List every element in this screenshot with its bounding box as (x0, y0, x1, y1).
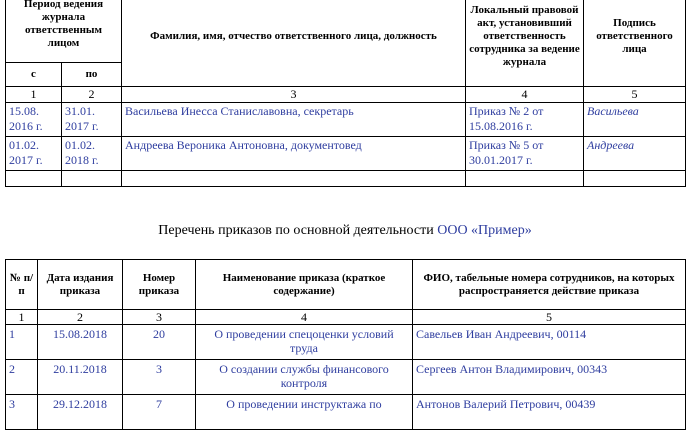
person-cell: Андреева Вероника Антоновна, документовед (122, 137, 466, 171)
period-to-header: по (62, 63, 122, 87)
employees-cell: Савельев Иван Андреевич, 00114 (413, 325, 686, 360)
row-number-cell: 3 (6, 395, 38, 430)
legal-act-header: Локальный правовой акт, установивший ответственность сотрудника за ведение журнала (466, 0, 584, 87)
col-number: 1 (6, 310, 38, 325)
order-date-header: Дата издания приказа (38, 260, 123, 310)
col-number: 1 (6, 87, 62, 103)
organization-name: ООО «Пример» (437, 223, 532, 238)
legal-act-cell: Приказ № 5 от 30.01.2017 г. (466, 137, 584, 171)
employees-cell: Антонов Валерий Петрович, 00439 (413, 395, 686, 430)
employees-cell: Сергеев Антон Владимирович, 00343 (413, 360, 686, 395)
col-number: 3 (123, 310, 196, 325)
order-date-cell: 29.12.2018 (38, 395, 123, 430)
col-number: 5 (413, 310, 686, 325)
signature-cell: Васильева (584, 103, 686, 137)
table-row (6, 325, 686, 360)
table-row (6, 360, 686, 395)
col-number: 3 (122, 87, 466, 103)
row-number-cell: 1 (6, 325, 38, 360)
row-number-cell: 2 (6, 360, 38, 395)
order-date-cell: 20.11.2018 (38, 360, 123, 395)
journal-responsibility-table (5, 0, 686, 187)
col-number: 4 (196, 310, 413, 325)
order-number-cell: 7 (123, 395, 196, 430)
order-number-cell: 3 (123, 360, 196, 395)
period-from-cell: 15.08. 2016 г. (6, 103, 62, 137)
row-number-header: № п/п (6, 260, 38, 310)
order-number-header: Номер приказа (123, 260, 196, 310)
period-to-cell: 01.02. 2018 г. (62, 137, 122, 171)
orders-list-caption (0, 222, 690, 240)
col-number: 5 (584, 87, 686, 103)
period-from-header: с (6, 63, 62, 87)
table-row (6, 103, 686, 137)
period-header: Период ведения журнала ответственным лицом (6, 0, 122, 63)
employees-header: ФИО, табельные номера сотрудников, на которых распространяется действие приказа (413, 260, 686, 310)
order-date-cell: 15.08.2018 (38, 325, 123, 360)
order-name-header: Наименование приказа (краткое содержание) (196, 260, 413, 310)
column-numbers-row (6, 310, 686, 325)
legal-act-cell: Приказ № 2 от 15.08.2016 г. (466, 103, 584, 137)
period-to-cell: 31.01. 2017 г. (62, 103, 122, 137)
empty-row (6, 171, 686, 187)
order-name-cell: О проведении инструктажа по (196, 395, 413, 430)
person-cell: Васильева Инесса Станиславовна, секретарь (122, 103, 466, 137)
period-from-cell: 01.02. 2017 г. (6, 137, 62, 171)
column-numbers-row (6, 87, 686, 103)
signature-cell: Андреева (584, 137, 686, 171)
col-number: 4 (466, 87, 584, 103)
orders-table (5, 259, 686, 430)
order-name-cell: О создании службы финансового контроля (196, 360, 413, 395)
col-number: 2 (38, 310, 123, 325)
col-number: 2 (62, 87, 122, 103)
person-header: Фамилия, имя, отчество ответственного лица, должность (122, 0, 466, 87)
caption-text: Перечень приказов по основной деятельности (158, 223, 438, 238)
order-name-cell: О проведении спецоценки условий труда (196, 325, 413, 360)
order-number-cell: 20 (123, 325, 196, 360)
table-row (6, 137, 686, 171)
signature-header: Подпись ответственного лица (584, 0, 686, 87)
